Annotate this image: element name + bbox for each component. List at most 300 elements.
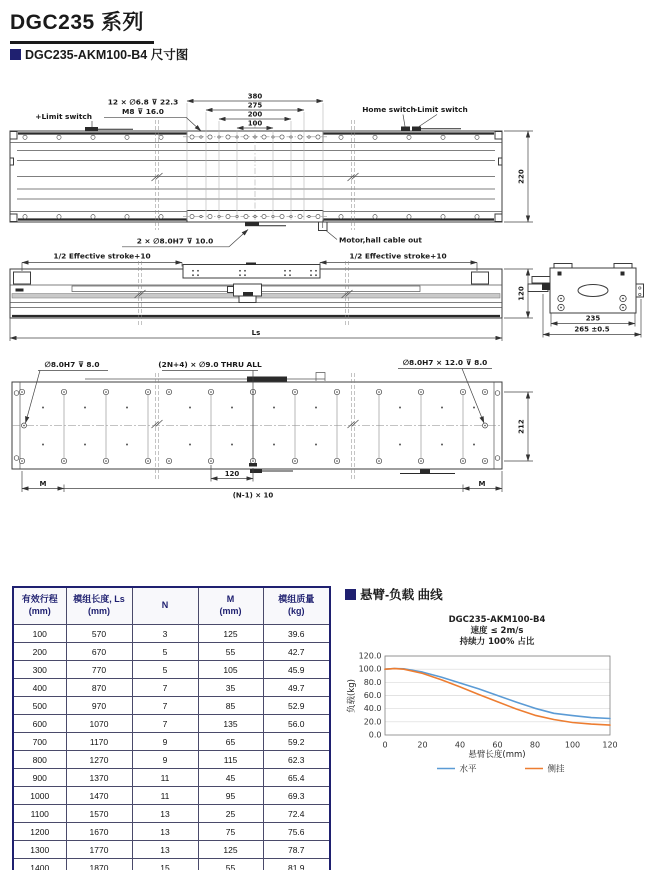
- circle-shape: [125, 215, 129, 219]
- circle-shape: [475, 135, 479, 139]
- circle-shape: [315, 274, 317, 276]
- plus-limit-switch: [35, 112, 133, 132]
- circle-shape: [168, 391, 170, 393]
- line-shape: [403, 115, 405, 127]
- circle-shape: [42, 444, 44, 446]
- technical-drawings: [0, 85, 652, 510]
- column-header: [263, 587, 330, 625]
- circle-shape: [239, 270, 241, 272]
- text-shape: 120: [224, 470, 240, 478]
- circle-shape: [147, 391, 149, 393]
- text-shape: 120.0: [358, 651, 382, 661]
- chart-subtitle-duty: 持续力 100% 占比: [459, 637, 535, 647]
- circle-shape: [91, 135, 95, 139]
- div-shape: (mm): [88, 606, 110, 616]
- circle-shape: [622, 298, 624, 300]
- table-row: [13, 859, 330, 870]
- text-shape: 20.0: [363, 717, 382, 727]
- table-cell: 1000: [13, 787, 66, 805]
- table-cell: 13: [132, 805, 198, 823]
- circle-shape: [298, 135, 302, 139]
- circle-shape: [373, 215, 377, 219]
- table-cell: 115: [198, 751, 263, 769]
- circle-shape: [126, 407, 128, 409]
- circle-shape: [315, 444, 317, 446]
- circle-shape: [308, 136, 310, 138]
- circle-shape: [197, 274, 199, 276]
- table-cell: 7: [132, 697, 198, 715]
- x-axis-ticks: [382, 741, 617, 750]
- circle-shape: [197, 270, 199, 272]
- table-cell: 100: [13, 625, 66, 643]
- circle-shape: [63, 460, 65, 462]
- tr-shape: [13, 587, 330, 625]
- text-shape: ∅8.0H7 × 12.0 ⊽ 8.0: [402, 358, 488, 367]
- div-shape: (kg): [288, 606, 305, 616]
- column-header: [13, 587, 66, 625]
- table-cell: 69.3: [263, 787, 330, 805]
- line-shape: [326, 231, 337, 240]
- dim-235: [551, 313, 635, 327]
- text-shape: 100.0: [358, 664, 382, 674]
- circle-shape: [441, 407, 443, 409]
- table-cell: 15: [132, 859, 198, 870]
- circle-shape: [298, 214, 302, 218]
- load-curve-chart: [340, 598, 652, 790]
- circle-shape: [462, 391, 464, 393]
- table-cell: 85: [198, 697, 263, 715]
- table-cell: 1670: [66, 823, 132, 841]
- rect-shape: [10, 214, 17, 222]
- column-header: [66, 587, 132, 625]
- table-cell: 65.4: [263, 769, 330, 787]
- x-axis-label: 悬臂长度(mm): [468, 750, 526, 760]
- rect-shape: [239, 296, 256, 303]
- table-cell: 45: [198, 769, 263, 787]
- table-row: [13, 823, 330, 841]
- table-cell: 5: [132, 661, 198, 679]
- chart-title: DGC235-AKM100-B4: [448, 615, 546, 625]
- text-shape: 235: [585, 314, 601, 323]
- text-shape: Motor,hall cable out: [339, 235, 422, 245]
- data-series: [385, 669, 610, 726]
- table-cell: 800: [13, 751, 66, 769]
- text-shape: (2N+4) × ∅9.0 THRU ALL: [158, 360, 262, 369]
- table-row: [13, 679, 330, 697]
- text-shape: 120: [602, 740, 618, 750]
- div-shape: N: [161, 600, 169, 611]
- circle-shape: [147, 460, 149, 462]
- text-shape: 60.0: [363, 691, 382, 700]
- text-shape: 200: [247, 110, 263, 119]
- text-shape: Ls: [251, 329, 261, 337]
- circle-shape: [294, 460, 296, 462]
- table-cell: 1400: [13, 859, 66, 870]
- circle-shape: [192, 270, 194, 272]
- table-cell: 75.6: [263, 823, 330, 841]
- rect-shape: [14, 272, 31, 284]
- circle-shape: [244, 214, 248, 218]
- div-shape: M: [226, 594, 235, 605]
- text-shape: 220: [517, 169, 526, 184]
- circle-shape: [441, 215, 445, 219]
- table-cell: 1470: [66, 787, 132, 805]
- table-cell: 78.7: [263, 841, 330, 859]
- text-shape: 265 ±0.5: [574, 325, 610, 334]
- table-cell: 1570: [66, 805, 132, 823]
- circle-shape: [226, 214, 230, 218]
- div-shape: (mm): [28, 606, 51, 616]
- circle-shape: [407, 135, 411, 139]
- circle-shape: [407, 215, 411, 219]
- div-shape: 模组质量: [278, 594, 315, 605]
- circle-shape: [315, 407, 317, 409]
- circle-shape: [200, 136, 202, 138]
- circle-shape: [462, 460, 464, 462]
- table-cell: 45.9: [263, 661, 330, 679]
- circle-shape: [189, 407, 191, 409]
- circle-shape: [262, 214, 266, 218]
- table-cell: 1070: [66, 715, 132, 733]
- table-cell: 500: [13, 697, 66, 715]
- circle-shape: [280, 135, 284, 139]
- line-shape: [419, 115, 437, 127]
- circle-shape: [23, 215, 27, 219]
- circle-shape: [484, 425, 486, 427]
- table-cell: 13: [132, 823, 198, 841]
- text-shape: Home switch: [362, 105, 416, 114]
- rect-shape: [495, 214, 502, 222]
- column-header: [198, 587, 263, 625]
- dim-120-height: [504, 269, 533, 318]
- table-cell: 52.9: [263, 697, 330, 715]
- legend-label-sidemount: 侧挂: [547, 764, 565, 775]
- circle-shape: [273, 407, 275, 409]
- home-switch: [362, 105, 416, 131]
- circle-shape: [378, 391, 380, 393]
- circle-shape: [244, 274, 246, 276]
- table-cell: 1170: [66, 733, 132, 751]
- tbody-shape: [13, 625, 330, 870]
- table-row: [13, 733, 330, 751]
- circle-shape: [560, 307, 562, 309]
- circle-shape: [378, 460, 380, 462]
- table-cell: 35: [198, 679, 263, 697]
- dim-380: [187, 93, 323, 102]
- drawing-section-header: [10, 45, 188, 63]
- circle-shape: [316, 135, 320, 139]
- text-shape: 275: [247, 101, 263, 110]
- text-shape: 0.0: [368, 730, 382, 740]
- table-cell: 570: [66, 625, 132, 643]
- circle-shape: [289, 270, 291, 272]
- table-cell: 95: [198, 787, 263, 805]
- text-shape: 1/2 Effective stroke+10: [349, 251, 447, 261]
- circle-shape: [262, 135, 266, 139]
- circle-shape: [316, 214, 320, 218]
- circle-shape: [399, 407, 401, 409]
- carriage-side: [183, 265, 320, 279]
- circle-shape: [475, 215, 479, 219]
- text-shape: 40: [454, 740, 466, 750]
- rect-shape: [558, 272, 562, 276]
- circle-shape: [57, 135, 61, 139]
- drawing-section-title: DGC235-AKM100-B4 尺寸图: [25, 48, 189, 62]
- rect-shape: [614, 264, 632, 269]
- text-shape: 2 × ∅8.0H7 ⊽ 10.0: [136, 236, 214, 246]
- table-cell: 39.6: [263, 625, 330, 643]
- text-shape: ∅8.0H7 ⊽ 8.0: [44, 360, 100, 369]
- table-row: [13, 697, 330, 715]
- rect-shape: [245, 222, 259, 226]
- circle-shape: [84, 444, 86, 446]
- table-cell: 65: [198, 733, 263, 751]
- thead-shape: [13, 587, 330, 625]
- table-cell: 9: [132, 733, 198, 751]
- table-cell: 125: [198, 625, 263, 643]
- table-cell: 300: [13, 661, 66, 679]
- rect-shape: [495, 132, 502, 140]
- spec-table: [12, 586, 331, 870]
- table-cell: 56.0: [263, 715, 330, 733]
- table-cell: 81.9: [263, 859, 330, 870]
- table-cell: 700: [13, 733, 66, 751]
- text-shape: +Limit switch: [35, 112, 92, 121]
- limit-switch-icon: [85, 127, 98, 132]
- circle-shape: [420, 391, 422, 393]
- text-shape: M: [478, 480, 486, 488]
- table-row: [13, 769, 330, 787]
- table-cell: 5: [132, 643, 198, 661]
- rect-shape: [636, 284, 644, 297]
- table-cell: 1200: [13, 823, 66, 841]
- column-header: [132, 587, 198, 625]
- text-shape: 60: [492, 740, 503, 750]
- table-cell: 9: [132, 751, 198, 769]
- sensor-bracket: [316, 373, 325, 382]
- circle-shape: [560, 298, 562, 300]
- table-cell: 55: [198, 859, 263, 870]
- table-cell: 25: [198, 805, 263, 823]
- circle-shape: [125, 135, 129, 139]
- chart-subtitle-speed: 速度 ≤ 2m/s: [470, 626, 524, 636]
- table-cell: 600: [13, 715, 66, 733]
- circle-shape: [210, 460, 212, 462]
- table-cell: 42.7: [263, 643, 330, 661]
- table-cell: 75: [198, 823, 263, 841]
- motor-cable-callout: [319, 222, 423, 245]
- line-shape: [229, 230, 248, 247]
- circle-shape: [399, 444, 401, 446]
- circle-shape: [373, 135, 377, 139]
- circle-shape: [23, 425, 25, 427]
- circle-shape: [441, 444, 443, 446]
- circle-shape: [21, 391, 23, 393]
- circle-shape: [210, 391, 212, 393]
- table-cell: 11: [132, 787, 198, 805]
- table-row: [13, 643, 330, 661]
- circle-shape: [252, 460, 254, 462]
- circle-shape: [336, 460, 338, 462]
- section-marker-icon: [10, 49, 21, 60]
- table-cell: 1300: [13, 841, 66, 859]
- dim-275: [206, 102, 304, 111]
- circle-shape: [273, 444, 275, 446]
- text-shape: -Limit switch: [414, 105, 468, 114]
- text-shape: 12 × ∅6.8 ⊽ 22.3: [107, 97, 179, 107]
- table-cell: 59.2: [263, 733, 330, 751]
- circle-shape: [622, 307, 624, 309]
- slot: [578, 285, 608, 297]
- circle-shape: [226, 135, 230, 139]
- circle-shape: [420, 460, 422, 462]
- rect-shape: [250, 469, 262, 473]
- circle-shape: [473, 444, 475, 446]
- legend: [437, 764, 565, 775]
- limit-switch-icon: [412, 127, 421, 132]
- text-shape: 0: [382, 740, 388, 750]
- circle-shape: [91, 215, 95, 219]
- rect-shape: [243, 292, 253, 296]
- circle-shape: [244, 135, 248, 139]
- circle-shape: [294, 391, 296, 393]
- rect-shape: [228, 287, 234, 293]
- table-cell: 13: [132, 841, 198, 859]
- circle-shape: [200, 215, 202, 217]
- circle-shape: [84, 407, 86, 409]
- rect-shape: [249, 463, 257, 467]
- line-shape: [186, 117, 201, 131]
- circle-shape: [189, 444, 191, 446]
- text-shape: 80.0: [363, 677, 382, 687]
- circle-shape: [239, 274, 241, 276]
- table-cell: 200: [13, 643, 66, 661]
- rect-shape: [621, 272, 625, 276]
- top-view-drawing: [10, 93, 533, 247]
- table-cell: 49.7: [263, 679, 330, 697]
- table-cell: 125: [198, 841, 263, 859]
- circle-shape: [192, 274, 194, 276]
- dim-200: [219, 111, 291, 120]
- circle-shape: [284, 274, 286, 276]
- circle-shape: [159, 135, 163, 139]
- circle-shape: [14, 456, 19, 461]
- dim-212: [504, 392, 533, 461]
- div-shape: 有效行程: [21, 594, 58, 605]
- circle-shape: [339, 135, 343, 139]
- table-row: [13, 661, 330, 679]
- table-cell: 7: [132, 715, 198, 733]
- table-row: [13, 715, 330, 733]
- dim-ls: [10, 318, 502, 341]
- circle-shape: [159, 215, 163, 219]
- home-switch-icon: [401, 127, 410, 132]
- text-shape: 80: [529, 740, 541, 750]
- circle-shape: [441, 135, 445, 139]
- text-shape: 20: [417, 740, 428, 750]
- circle-shape: [231, 444, 233, 446]
- circle-shape: [63, 391, 65, 393]
- rect-shape: [542, 283, 550, 290]
- text-shape: 40.0: [363, 704, 382, 714]
- text-shape: 1/2 Effective stroke+10: [53, 251, 151, 261]
- y-axis-label: 负载(kg): [347, 679, 357, 713]
- series-line-0: [385, 669, 610, 719]
- table-cell: 870: [66, 679, 132, 697]
- circle-shape: [168, 460, 170, 462]
- circle-shape: [484, 391, 486, 393]
- circle-shape: [208, 135, 212, 139]
- table-row: [13, 625, 330, 643]
- table-cell: 1100: [13, 805, 66, 823]
- text-shape: 120: [517, 286, 526, 301]
- gridlines: [385, 656, 610, 722]
- rect-shape: [10, 132, 17, 140]
- circle-shape: [57, 215, 61, 219]
- circle-shape: [310, 274, 312, 276]
- circle-shape: [280, 214, 284, 218]
- table-cell: 55: [198, 643, 263, 661]
- table-cell: 1370: [66, 769, 132, 787]
- circle-shape: [289, 274, 291, 276]
- circle-shape: [21, 460, 23, 462]
- rect-shape: [420, 470, 430, 474]
- table-row: [13, 841, 330, 859]
- table-row: [13, 787, 330, 805]
- circle-shape: [14, 391, 19, 396]
- end-view-drawing: [528, 264, 644, 338]
- circle-shape: [105, 391, 107, 393]
- circle-shape: [284, 270, 286, 272]
- circle-shape: [310, 270, 312, 272]
- rect-shape: [246, 263, 256, 266]
- circle-shape: [473, 407, 475, 409]
- table-cell: 11: [132, 769, 198, 787]
- side-view-drawing: [10, 252, 533, 342]
- circle-shape: [105, 460, 107, 462]
- table-cell: 7: [132, 679, 198, 697]
- table-cell: 400: [13, 679, 66, 697]
- text-shape: 380: [247, 92, 263, 101]
- table-cell: 105: [198, 661, 263, 679]
- div-shape: 模组长度, Ls: [73, 594, 125, 605]
- circle-shape: [231, 407, 233, 409]
- circle-shape: [308, 215, 310, 217]
- dim-stroke-left: [22, 252, 182, 272]
- circle-shape: [244, 270, 246, 272]
- table-cell: 1770: [66, 841, 132, 859]
- text-shape: (N-1) × 10: [232, 491, 274, 500]
- circle-shape: [42, 407, 44, 409]
- y-axis-ticks: [359, 652, 382, 740]
- table-row: [13, 751, 330, 769]
- table-cell: 770: [66, 661, 132, 679]
- circle-shape: [484, 460, 486, 462]
- table-cell: 62.3: [263, 751, 330, 769]
- circle-shape: [23, 135, 27, 139]
- table-cell: 900: [13, 769, 66, 787]
- circle-shape: [336, 391, 338, 393]
- table-cell: 135: [198, 715, 263, 733]
- text-shape: 212: [517, 419, 526, 434]
- dowel-hole-callout: [122, 222, 286, 247]
- text-shape: 100: [247, 119, 263, 128]
- table-cell: 72.4: [263, 805, 330, 823]
- text-shape: M8 ⊽ 16.0: [122, 107, 164, 116]
- circle-shape: [190, 135, 194, 139]
- chart-section-title: 悬臂-负载 曲线: [360, 588, 443, 602]
- rect-shape: [16, 289, 24, 292]
